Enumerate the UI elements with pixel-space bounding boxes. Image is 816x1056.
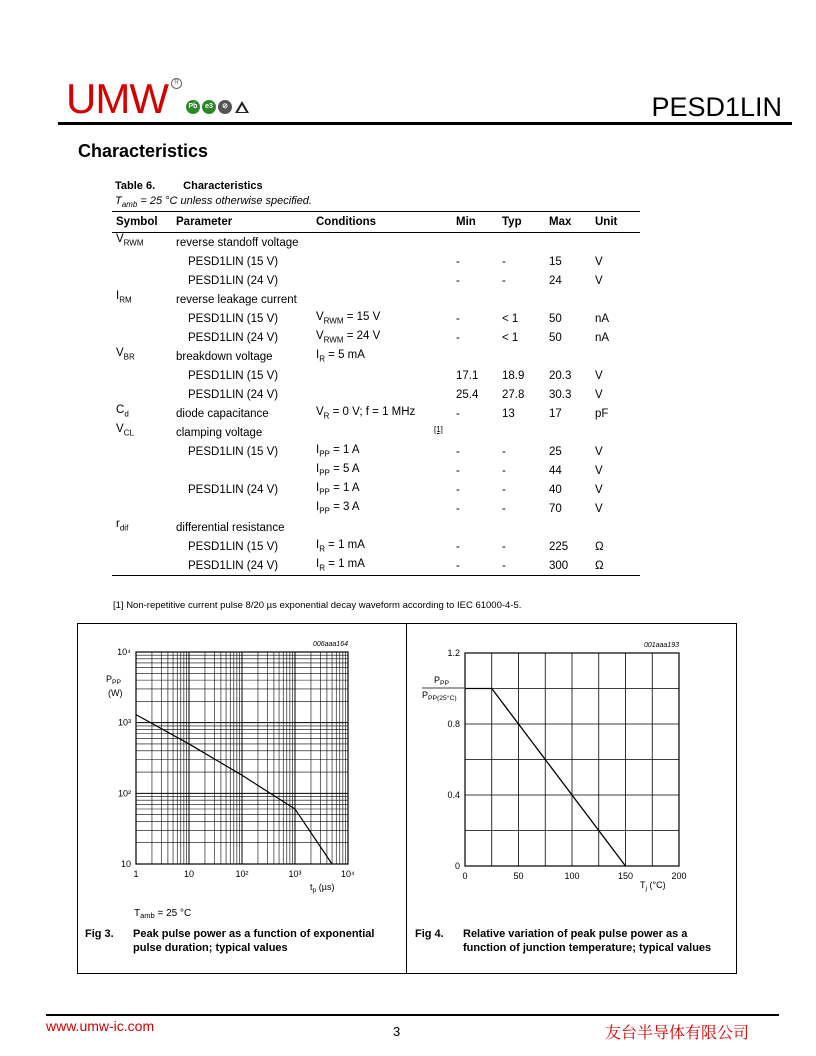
x-axis-label: $t_p$ (µs) xyxy=(310,882,335,894)
x-tick-label: 200 xyxy=(671,871,687,881)
chart-id: 006aaa164 xyxy=(312,641,348,648)
y-axis-unit: (W) xyxy=(108,688,123,698)
figure-divider xyxy=(406,623,407,974)
company-name: 友台半导体有限公司 xyxy=(605,1023,750,1042)
x-tick-label: 150 xyxy=(617,871,634,881)
table-row: PESD1LIN (15 V) 17.1 18.9 20.3 V xyxy=(188,369,603,382)
table-row: PESD1LIN (24 V) $V_{RWM} = 24$ V - < 1 50 nA xyxy=(188,330,610,345)
section-title: Characteristics xyxy=(78,141,209,161)
condition-label: $T_{amb} = 25$ °C xyxy=(134,908,192,920)
x-tick-label: 10² xyxy=(235,869,249,879)
table-caption: Table 6. Characteristics xyxy=(115,180,263,192)
y-tick-label: 0.4 xyxy=(447,790,460,800)
y-axis-label: $P_{PP}$ xyxy=(106,674,122,686)
table-row: $I_{PP} = 5$ A - - 44 V xyxy=(316,463,603,478)
x-tick-label: 1 xyxy=(133,869,139,879)
x-tick-label: 10³ xyxy=(288,869,302,879)
rohs-icon: ⊘ xyxy=(218,100,232,114)
registered-mark-icon: R xyxy=(171,78,182,89)
pb-free-icon: Pb xyxy=(186,100,200,114)
table-row: $V_{RWM}$ reverse standoff voltage xyxy=(116,233,299,249)
table-footnote: [1] Non-repetitive current pulse 8/20 µs exponential decay waveform according to IEC 61000-4-5. xyxy=(113,600,522,611)
footer-url[interactable]: www.umw-ic.com xyxy=(46,1018,155,1034)
table-row: PESD1LIN (24 V) 25.4 27.8 30.3 V xyxy=(188,388,603,401)
y-tick-label: 0.8 xyxy=(447,719,460,729)
column-header: Min xyxy=(452,212,498,233)
table-row: PESD1LIN (15 V) $I_R = 1$ mA - - 225 Ω xyxy=(188,539,604,554)
umw-logo: UMW xyxy=(66,75,168,122)
characteristics-table xyxy=(112,211,640,576)
fig4-caption: Relative variation of peak pulse power as a function of junction temperature; typical values xyxy=(463,928,712,954)
y-tick-label: 10² xyxy=(117,788,131,799)
table-row: $I_{RM}$ reverse leakage current xyxy=(116,290,297,306)
y-tick-label: 1.2 xyxy=(447,648,460,658)
fig3-caption: Peak pulse power as a function of exponential pulse duration; typical values xyxy=(133,928,375,954)
y-tick-label: 0 xyxy=(454,861,460,871)
fig3-caption-num: Fig 3. xyxy=(85,928,114,940)
column-header: Typ xyxy=(498,212,545,233)
part-number-title: PESD1LIN xyxy=(651,92,782,122)
column-header: Symbol xyxy=(112,212,172,233)
y-axis-label-numerator: $P_{PP}$ xyxy=(434,675,450,687)
header-rule xyxy=(58,122,792,125)
table-row: PESD1LIN (24 V) $I_{PP} = 1$ A - - 40 V xyxy=(188,482,603,497)
page-number: 3 xyxy=(393,1024,401,1039)
esd-warning-icon xyxy=(234,100,250,114)
column-header: Conditions xyxy=(312,212,452,233)
table-row: PESD1LIN (24 V) $I_R = 1$ mA - - 300 Ω xyxy=(112,556,640,576)
table-row: PESD1LIN (15 V) - - 15 V xyxy=(188,255,603,268)
table-row: $V_{CL}$ clamping voltage [1] xyxy=(116,423,443,439)
fig4-caption-num: Fig 4. xyxy=(415,928,444,940)
x-tick-label: 10⁴ xyxy=(341,869,355,879)
table-row: $C_d$ diode capacitance $V_R = 0$ V; f = 1 MHz - 13 17 pF xyxy=(116,404,609,421)
x-tick-label: 10 xyxy=(183,869,195,879)
y-axis-label-denominator: $P_{PP(25^\circ C)}$ xyxy=(422,690,457,702)
table-row: PESD1LIN (24 V) - - 24 V xyxy=(188,274,603,287)
chart-relative-power xyxy=(408,624,736,924)
column-header: Unit xyxy=(591,212,640,233)
x-tick-label: 0 xyxy=(462,871,468,881)
table-row: PESD1LIN (15 V) $I_{PP} = 1$ A - - 25 V xyxy=(188,444,603,459)
table-condition: $T_{amb} = 25$ °C unless otherwise specified. xyxy=(115,195,312,210)
column-header: Max xyxy=(545,212,591,233)
y-tick-label: 10³ xyxy=(117,717,131,728)
column-header: Parameter xyxy=(172,212,312,233)
x-tick-label: 50 xyxy=(513,871,524,881)
x-axis-label: $T_j$ (°C) xyxy=(640,880,666,892)
x-tick-label: 100 xyxy=(564,871,580,881)
table-row: $I_{PP} = 3$ A - - 70 V xyxy=(316,501,603,516)
table-row: PESD1LIN (15 V) $V_{RWM} = 15$ V - < 1 50 nA xyxy=(188,311,610,326)
chart-peak-pulse-power xyxy=(78,624,406,924)
chart-id: 001aaa193 xyxy=(643,642,679,649)
footer-rule xyxy=(46,1014,779,1016)
e3-icon: e3 xyxy=(202,100,216,114)
y-tick-label: 10⁴ xyxy=(117,647,131,657)
table-row: $r_{dif}$ differential resistance xyxy=(116,518,285,534)
y-tick-label: 10 xyxy=(120,859,131,869)
table-row: $V_{BR}$ breakdown voltage $I_R = 5$ mA xyxy=(116,347,365,364)
